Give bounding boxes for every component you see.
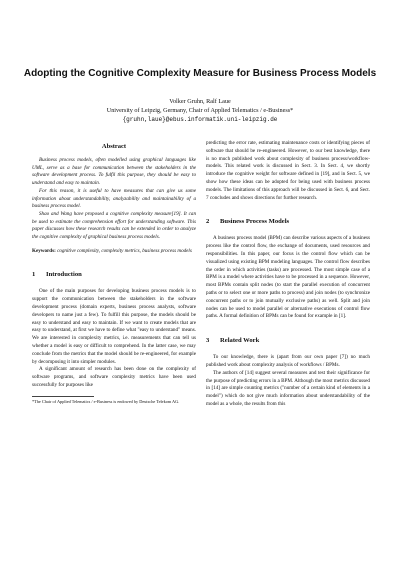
section-title: Related Work	[220, 337, 260, 345]
left-column	[32, 140, 196, 405]
footnote-rule	[32, 396, 94, 397]
section-number: 1	[32, 271, 36, 279]
keywords-text: cognitive complexity, complexity metrics, business process models	[57, 247, 192, 254]
author-names: Volker Gruhn, Ralf Laue	[169, 98, 231, 105]
section-number: 2	[206, 218, 210, 226]
abstract-paragraph: Business process models, often modelled using graphical languages like UML, serve as a base for communication between the stakeholders in the software development process. To fulfil this purpose, they should be easy to understand and easy to maintain.	[32, 157, 196, 187]
section-title: Introduction	[46, 271, 82, 279]
body-paragraph: To our knowledge, there is (apart from our own paper [7]) no much published work about complexity analysis of workflows / BPMs.	[206, 354, 370, 368]
author-email: {gruhn,laue}@ebus.informatik.uni-leipzig.de	[122, 116, 278, 123]
section-number: 3	[206, 337, 210, 345]
body-paragraph: A significant amount of research has been done on the complexity of software programs, and software complexity metrics have been used successfully for purposes like	[32, 366, 196, 388]
abstract-heading: Abstract	[101, 143, 127, 150]
section-heading-introduction	[32, 271, 196, 278]
abstract-paragraph: Shao and Wang have proposed a cognitive complexity measure[19]. It can be used to estimate the comprehension effort for understanding software. This paper discusses how these research results can be extended in order to analyze the cognitive complexity of graphical business process models.	[32, 210, 196, 241]
body-paragraph: The authors of [14] suggest several measures and test their significance for the purpose of predicting errors in a BPM. Although the most metrics discussed in [14] are simple counting metrics ("number of a certain kind of elements in a model") which do not give much information about understandability of the model as a whole, the results from this	[206, 369, 370, 407]
author-block	[20, 97, 380, 124]
section-heading-business-process-models	[206, 218, 370, 225]
body-paragraph: One of the main purposes for developing business process models is to support the communication between the stakeholders in the software development process (domain experts, business process analysts, software developers to name just a few). To fulfill this purpose, the models should be easy to understand and easy to maintain. If we want to create models that are easy to understand, at first we have to define what "easy to understand" means. We are interested in complexity metrics, i.e. measurements that can tell us whether a model is easy or difficult to comprehend. In the latter case, we may conclude from the metrics that the model should be re-engineered, for example by decomposing it into simpler modules.	[32, 288, 196, 365]
section-heading-related-work	[206, 337, 370, 344]
body-paragraph: A business process model (BPM) can describe various aspects of a business process like the control flow, the exchange of documents, used resources and responsibilities. In this paper, our focus is the control flow which can be visualized using existing BPM modeling languages. The control flow describes the order in which activities (tasks) are processed. The most simple case of a BPM is a model where activities have to be processed in a sequence. However, most BPMs contain split nodes (to start the parallel execution of concurrent paths or to select one or more paths to process) and join nodes (to synchronize concurrent paths or to join mutually exclusive paths) as well. Split and join nodes can be used to model parallel or alternative executions of control flow paths. A formal definition of BPMs can be found for example in [1].	[206, 235, 370, 320]
affiliation: University of Leipzig, Germany, Chair of Applied Telematics / e-Business*	[106, 107, 294, 114]
footnote: *The Chair of Applied Telematics / e-Business is endowed by Deutsche Telekom AG.	[32, 398, 180, 404]
section-title: Business Process Models	[220, 218, 290, 226]
abstract-paragraph: For this reason, it is useful to have measures that can give us some information about understandability, analyzability and maintainability of a business process model.	[32, 187, 196, 210]
keywords	[32, 248, 196, 256]
right-column	[206, 140, 370, 409]
keywords-label: Keywords:	[32, 247, 56, 254]
body-paragraph: predicting the error rate, estimating maintenance costs or identifying pieces of software that should be re-engineered. However, to our best knowledge, there is no much published work about complexity of business process/workflow-models. This related work is discussed in Sect. 3. In Sect. 4, we shortly introduce the cognitive weight for software defined in [19], and in Sect. 5, we show how these ideas can be adopted for being used with business process models. The limitations of this approach will be discussed in Sect. 6, and Sect. 7 concludes and shows directions for further research.	[206, 140, 370, 201]
paper-title: Adopting the Cognitive Complexity Measure for Business Process Models	[23, 68, 377, 79]
